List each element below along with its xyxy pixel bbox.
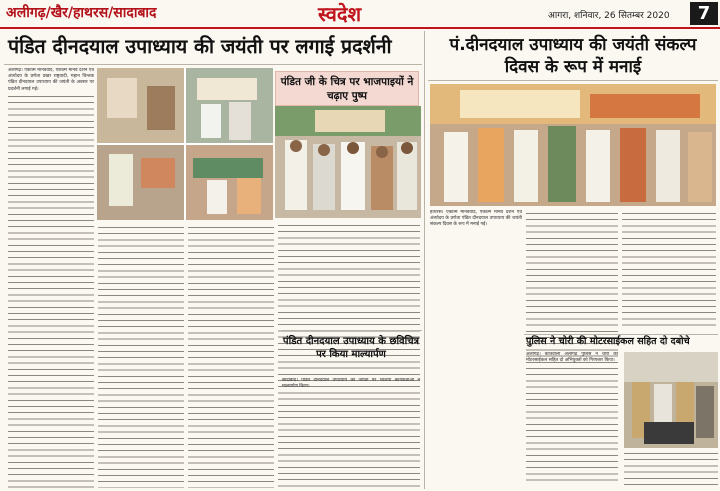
- hathras-event-photo: [430, 84, 716, 206]
- right-headline: पं.दीनदयाल उपाध्याय की जयंती संकल्प दिवस के रूप में मनाई: [449, 35, 697, 77]
- event-photo-collage: [97, 68, 273, 220]
- bottom-left-headline: पंडित दीनदयाल उपाध्याय के छविचित्र पर किया माल्यार्पण: [282, 336, 420, 360]
- inset-headline: पंडित जी के चित्र पर भाजपाइयों ने चढ़ाए पुष्प: [280, 76, 414, 102]
- garlanding-photo: [275, 106, 421, 218]
- main-story-column-3: [188, 224, 274, 488]
- page-number: 7: [690, 2, 718, 25]
- right-story-column-1: हाथरस। एकात्म मानववाद, एकात्म मानव दर्शन एवं अंत्योदय के प्रणेता पंडित दीनदयाल उपाध्याय की जयंती संकल्प दिवस के रूप में मनाई गई।: [430, 210, 522, 228]
- main-headline: पंडित दीनदयाल उपाध्याय की जयंती पर लगाई प्रदर्शनी: [8, 35, 392, 58]
- main-story-column-1: अलीगढ़। एकात्म मानववाद, एकात्म मानव दर्शन एवं अंत्योदय के प्रणेता प्रखर राष्ट्रवादी, महान चिन्तक पंडित दीनदयाल उपाध्याय की जयंती के अवसर पर प्रदर्शनी लगाई गई।: [8, 68, 94, 488]
- masthead: [0, 0, 720, 29]
- main-story-column-2: [98, 224, 184, 488]
- bottom-right-story-text-2: [624, 450, 718, 488]
- issue-date: आगरा, शनिवार, 26 सितम्बर 2020: [548, 11, 670, 21]
- edition-cities: अलीगढ़/खैर/हाथरस/सादाबाद: [6, 5, 157, 21]
- bottom-right-headline: पुलिस ने चोरी की मोटरसाईकल सहित दो दबोचे: [526, 336, 690, 347]
- police-arrest-photo: [624, 352, 718, 448]
- bottom-left-story-text: सादाबाद। पंडित दीनदयाल उपाध्याय की जयंती पर भाजपा कार्यकर्ताओं ने माल्यार्पण किया।: [282, 378, 420, 390]
- newspaper-logo: स्वदेश: [318, 2, 362, 26]
- bottom-right-story-text: अलीगढ़। कोतवाली अलीगढ़ पुलिस ने चोरी की मोटरसाईकल सहित दो अभियुक्तों को गिरफ्तार किया।: [526, 352, 618, 364]
- right-story-column-3: [622, 210, 716, 330]
- inset-headline-box: [275, 71, 419, 106]
